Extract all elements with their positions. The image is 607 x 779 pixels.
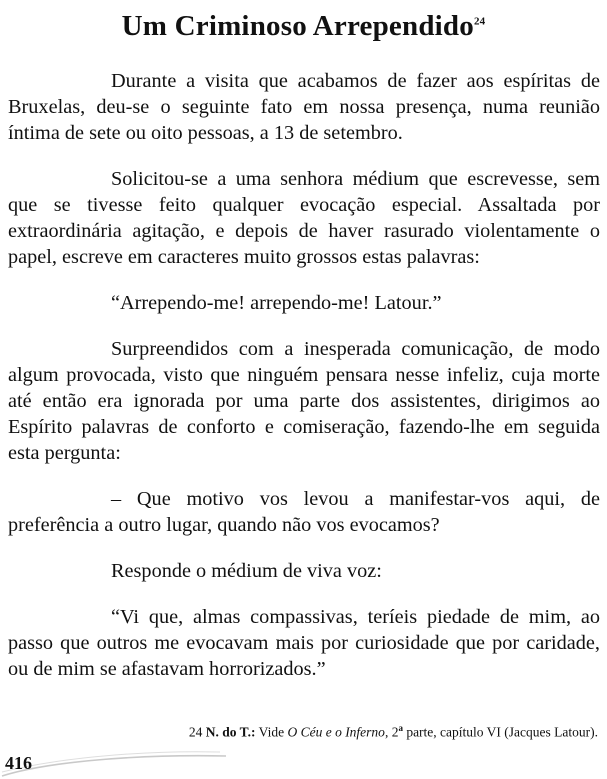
page-corner-swoosh-decoration (0, 740, 230, 779)
paragraph-6: Responde o médium de viva voz: (111, 560, 382, 582)
footnote-part-ordinal: a (398, 723, 403, 733)
body-text (8, 68, 600, 682)
paragraph-1: Durante a visita que acabamos de fazer aos espíritas de Bruxelas, deu-se o seguinte fato em nossa presença, numa reunião íntima de sete ou oito pessoas, a 13 de setembro. (8, 70, 600, 144)
chapter-title-text: Um Criminoso Arrependido (121, 10, 474, 42)
footnote-prefix: Vide (258, 724, 285, 740)
footnote-number: 24 (188, 724, 203, 740)
paragraph-5-question: – Que motivo vos levou a manifestar-vos aqui, de preferência a outro lugar, quando não vos evocamos? (8, 488, 600, 536)
page-number: 416 (5, 753, 32, 773)
footnote-label: N. do T.: (205, 724, 256, 740)
footnote-suffix: parte, capítulo VI (Jacques Latour). (406, 724, 598, 740)
paragraph-7-quote: “Vi que, almas compassivas, teríeis piedade de mim, ao passo que outros me evocavam mais por curiosidade que por caridade, ou de mim se afastavam horrorizados.” (8, 606, 600, 680)
footnote-book-title: O Céu e o Inferno (287, 724, 385, 740)
paragraph-3-quote: “Arrependo-me! arrependo-me! Latour.” (111, 292, 442, 314)
footnote-reference: 24 (473, 15, 486, 28)
paragraph-4: Surpreendidos com a inesperada comunicação, de modo algum provocada, visto que ninguém pensara nesse infeliz, cuja morte até então era ignorada por uma parte dos assistentes, dirigimos ao Espírito palavras de conforto e comiseração, fazendo-lhe em seguida esta pergunta: (8, 338, 600, 464)
chapter-title (0, 10, 607, 43)
paragraph-2: Solicitou-se a uma senhora médium que escrevesse, sem que se tivesse feito qualquer evocação especial. Assaltada por extraordinária agitação, e depois de haver rasurado violentamente o papel, escreve em caracteres muito grossos estas palavras: (8, 168, 600, 268)
footnote: 24 N. do T.: Vide O Céu e o Inferno, 2$^a$ parte, capítulo VI (Jacques Latour). (188, 723, 598, 740)
footnote-part-number: 2 (391, 724, 399, 740)
